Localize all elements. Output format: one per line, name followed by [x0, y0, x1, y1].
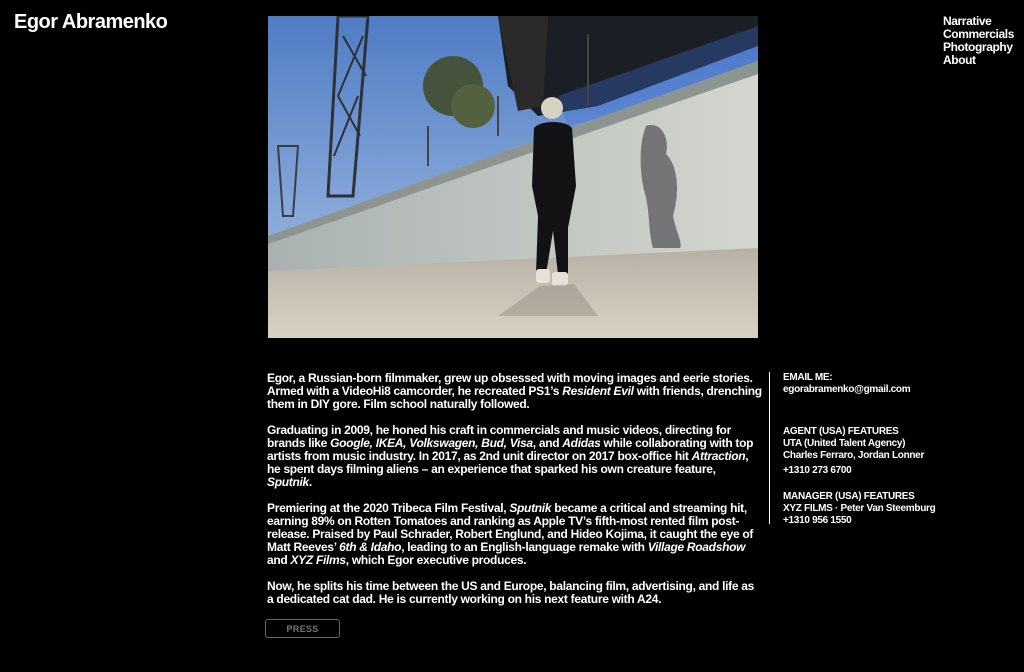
manager-company: XYZ FILMS · Peter Van Steemburg: [783, 503, 936, 514]
main-nav: [943, 15, 1014, 67]
agent-names: Charles Ferraro, Jordan Lonner: [783, 450, 925, 461]
manager-heading: MANAGER (USA) FEATURES: [783, 491, 915, 502]
agent-block: [783, 426, 1009, 477]
agent-heading: AGENT (USA) FEATURES: [783, 426, 899, 437]
site-title[interactable]: Egor Abramenko: [14, 11, 168, 33]
hero-photo: [268, 16, 758, 338]
italic-title: Sputnik: [267, 475, 309, 489]
nav-item-narrative[interactable]: Narrative: [943, 14, 992, 28]
contact-panel: [769, 372, 1009, 524]
bio-paragraph: Now, he splits his time between the US and Europe, balancing film, advertising, and life as a dedicated cat dad. He is currently working on his next feature with A24.: [267, 579, 755, 606]
press-button[interactable]: PRESS: [265, 619, 340, 638]
bio-paragraph: Egor, a Russian-born filmmaker, grew up obsessed with moving images and eerie stories. Armed with a VideoHi8 camcorder, he recreated PS1’s Resident Evil with friends, drenching them in DIY gore. Film school naturally followed.: [267, 371, 762, 411]
hero-photo-illustration: [268, 16, 758, 338]
italic-title: Village Roadshow: [647, 540, 746, 554]
nav-item-photography[interactable]: Photography: [943, 40, 1013, 54]
email-label: EMAIL ME:: [783, 372, 833, 383]
nav-item-commercials[interactable]: Commercials: [943, 27, 1014, 41]
italic-title: Adidas: [562, 436, 601, 450]
email-block: [783, 372, 1009, 396]
italic-title: Sputnik: [509, 501, 552, 515]
email-link[interactable]: egorabramenko@gmail.com: [783, 384, 911, 395]
bio-paragraph: Premiering at the 2020 Tribeca Film Festival, Sputnik became a critical and streaming hit, earning 89% on Rotten Tomatoes and ranking as Apple TV’s fifth-most rented film post-release. Praised by Paul Schrader, Robert Englund, and Hideo Kojima, it caught the eye of Matt Reeves’ 6th & Idaho, leading to an English-language remake with Village Roadshow and XYZ Films, which Egor executive produces.: [267, 501, 754, 567]
italic-title: Google, IKEA, Volkswagen, Bud, Visa: [330, 436, 533, 450]
agent-company: UTA (United Talent Agency): [783, 438, 906, 449]
italic-title: Attraction: [691, 449, 746, 463]
italic-title: 6th & Idaho: [339, 540, 402, 554]
manager-phone-link[interactable]: +1310 956 1550: [783, 515, 852, 526]
agent-phone-link[interactable]: +1310 273 6700: [783, 465, 852, 476]
nav-item-about[interactable]: About: [943, 53, 976, 67]
bio-paragraph: Graduating in 2009, he honed his craft in commercials and music videos, directing for brands like Google, IKEA, Volkswagen, Bud, Visa, and Adidas while collaborating with top artists from music industry. In 2017, as 2nd unit director on 2017 box-office hit Attraction, he spent days filming aliens – an experience that sparked his own creature feature, Sputnik.: [267, 423, 754, 489]
italic-title: XYZ Films: [290, 553, 346, 567]
italic-title: Resident Evil: [562, 384, 634, 398]
manager-block: [783, 491, 1009, 527]
bio-text: [267, 372, 762, 619]
